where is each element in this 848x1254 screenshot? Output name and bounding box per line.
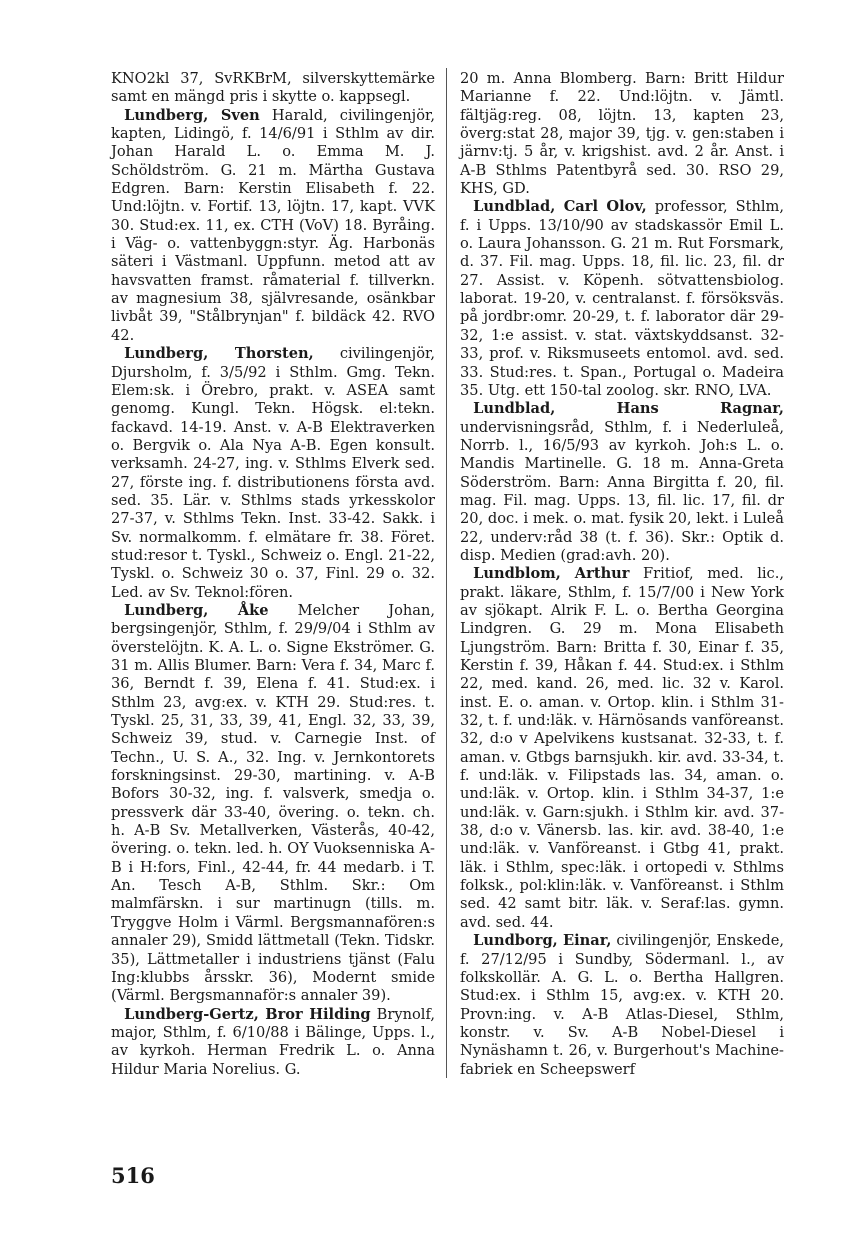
page-number: 516 [111, 1163, 155, 1188]
left-column [111, 70, 435, 1079]
entry-text: Fritiof, med. lic., prakt. läkare, Sthlm, f. 15/7/00 i New York av sjökapt. Alrik F. L. o. Bertha Georgina Lindgren. G. 29 m. Mona Elisabeth Ljungström. Barn: Britta f. 30, Einar f. 35, Kerstin f. 39, Håkan f. 44. Stud:ex. i Sthlm 22, med. kand. 26, med. lic. 32 v. Karol. inst. E. o. aman. v. Ortop. klin. i Sthlm 31-32, t. f. und:läk. v. Härnösands vanföreanst. 32, d:o v Apelvikens kustsanat. 32-33, t. f. aman. v. Gtbgs barnsjukh. kir. avd. 33-34, t. f. und:läk. v. Filipstads las. 34, aman. o. und:läk. v. Ortop. klin. i Sthlm 34-37, 1:e und:läk. v. Garn:sjukh. i Sthlm kir. avd. 37-38, d:o v. Vänersb. las. kir. avd. 38-40, 1:e und:läk. v. Vanföreanst. i Gtbg 41, prakt. läk. i Sthlm, spec:läk. i ortopedi v. Sthlms folksk., pol:klin:läk. v. Vanföreanst. i Sthlm sed. 42 samt bitr. läk. v. Seraf:las. gymn. avd. sed. 44. [460, 565, 784, 931]
entry-text: Brynolf, major, Sthlm, f. 6/10/88 i Bälinge, Upps. l., av kyrkoh. Herman Fredrik L. o. Anna Hildur Maria Norelius. G. [111, 1005, 435, 1078]
entry-text: Harald, civilingenjör, kapten, Lidingö, f. 14/6/91 i Sthlm av dir. Johan Harald L. o. Emma M. J. Schöldström. G. 21 m. Märtha Gustava Edgren. Barn: Kerstin Elisabeth f. 22. Und:löjtn. v. Fortif. 13, löjtn. 17, kapt. VVK 30. Stud:ex. 11, ex. CTH (VoV) 18. Byråing. i Väg- o. vattenbyggn:styr. Äg. Harbonäs säteri i Västmanl. Uppfunn. metod att av havsvatten framst. råmaterial f. tillverkn. av magnesium 38, självresande, osänkbar livbåt 39, "Stålbrynjan" f. bildäck 42. RVO 42. [111, 106, 435, 344]
entry-lundborg-einar [460, 932, 784, 1079]
entry-text: KNO2kl 37, SvRKBrM, silverskyttemärke samt en mängd pris i skytte o. kappsegl. [111, 70, 435, 106]
entry-text: civilingenjör, Djursholm, f. 3/5/92 i Sthlm. Gmg. Tekn. Elem:sk. i Örebro, prakt. v. ASEA samt genomg. Kungl. Tekn. Högsk. el:tekn. fackavd. 14-19. Anst. v. A-B Elektraverken o. Bergvik o. Ala Nya A-B. Egen konsult. verksamh. 24-27, ing. v. Sthlms Elverk sed. 27, förste ing. f. distributionens första avd. sed. 35. Lär. v. Sthlms stads yrkesskolor 27-37, v. Sthlms Tekn. Inst. 33-42. Sakk. i Sv. normalkomm. f. elmätare fr. 38. Föret. stud:resor t. Tyskl., Schweiz o. Engl. 21-22, Tyskl. o. Schweiz 30 o. 37, Finl. 29 o. 32. Led. av Sv. Teknol:fören. [111, 345, 436, 601]
entry-text: 20 m. Anna Blomberg. Barn: Britt Hildur Marianne f. 22. Und:löjtn. v. Jämtl. fältjäg:reg. 08, löjtn. 13, kapten 23, överg:stat 28, major 39, tjg. v. gen:staben i järnv:tj. 5 år, v. krigshist. avd. 2 år. Anst. i A-B Sthlms Patentbyrå sed. 30. RSO 29, KHS, GD. [460, 70, 784, 198]
right-column [460, 70, 784, 1079]
entry-name: Lundberg-Gertz, Bror Hilding [124, 1005, 371, 1023]
entry-lundblom-arthur [460, 565, 784, 932]
entry-lundberg-sven [111, 107, 435, 345]
entry-text: civilingenjör, Enskede, f. 27/12/95 i Sundby, Södermanl. l., av folkskollär. A. G. L. o. Bertha Hallgren. Stud:ex. i Sthlm 15, avg:ex. v. KTH 20. Provn:ing. v. A-B Atlas-Diesel, Sthlm, konstr. v. Sv. A-B Nobel-Diesel i Nynäshamn t. 26, v. Burgerhout's Machine-fabriek en Scheepswerf [460, 932, 784, 1078]
entry-text: Melcher Johan, bergsingenjör, Sthlm, f. 29/9/04 i Sthlm av överstelöjtn. K. A. L. o. Signe Ekströmer. G. 31 m. Allis Blumer. Barn: Vera f. 34, Marc f. 36, Berndt f. 39, Elena f. 41. Stud:ex. i Sthlm 23, avg:ex. v. KTH 29. Stud:res. t. Tyskl. 25, 31, 33, 39, 41, Engl. 32, 33, 39, Schweiz 39, stud. v. Carnegie Inst. of Techn., U. S. A., 32. Ing. v. Jernkontorets forskningsinst. 29-30, martining. v. A-B Bofors 30-32, ing. f. valsverk, smedja o. pressverk där 33-40, övering. o. tekn. ch. h. A-B Sv. Metallverken, Västerås, 40-42, övering. o. tekn. led. h. OY Vuoksenniska A-B i H:fors, Finl., 42-44, fr. 44 medarb. i T. An. Tesch A-B, Sthlm. Skr.: Om malmfärskn. i sur martinugn (tills. m. Tryggve Holm i Värml. Bergsmannafören:s annaler 29), Smidd lättmetall (Tekn. Tidskr. 35), Lättmetaller i industriens tjänst (Falu Ing:klubbs årsskr. 36), Modernt smide (Värml. Bergsmannaför:s annaler 39). [111, 601, 436, 1005]
entry-name: Lundberg, Sven [124, 106, 260, 124]
column-divider [446, 68, 447, 1078]
entry-name: Lundblad, Carl Olov, [473, 198, 647, 216]
entry-text: undervisningsråd, Sthlm, f. i Nederluleå, Norrb. l., 16/5/93 av kyrkoh. Joh:s L. o. Mandis Martinelle. G. 18 m. Anna-Greta Söderström. Barn: Anna Birgitta f. 20, fil. mag. Fil. mag. Upps. 13, fil. lic. 17, fil. dr 20, doc. i mek. o. mat. fysik 20, lekt. i Luleå 22, underv:råd 38 (t. f. 36). Skr.: Optik d. disp. Medien (grad:avh. 20). [460, 418, 784, 564]
entry-continuation [111, 70, 435, 107]
entry-lundberg-gertz [111, 1006, 435, 1079]
entry-lundblad-hans [460, 400, 784, 565]
entry-text: professor, Sthlm, f. i Upps. 13/10/90 av stadskassör Emil L. o. Laura Johansson. G. 21 m. Rut Forsmark, d. 37. Fil. mag. Upps. 18, fil. lic. 23, fil. dr 27. Assist. v. Köpenh. sötvattensbiolog. laborat. 19-20, v. centralanst. f. försöksväs. på jordbr:omr. 20-29, t. f. laborator där 29-32, 1:e assist. v. stat. växtskyddsanst. 32-33, prof. v. Riksmuseets entomol. avd. sed. 33. Stud:res. t. Span., Portugal o. Madeira 35. Utg. ett 150-tal zoolog. skr. RNO, LVA. [460, 198, 784, 399]
entry-lundberg-thorsten [111, 345, 435, 602]
entry-name: Lundblom, Arthur [473, 565, 630, 583]
entry-name: Lundborg, Einar, [473, 932, 612, 950]
entry-lundblad-carl [460, 198, 784, 400]
entry-name: Lundberg, Åke [124, 601, 269, 619]
entry-lundberg-ake [111, 602, 435, 1006]
entry-name: Lundblad, Hans Ragnar, [473, 400, 784, 418]
entry-name: Lundberg, Thorsten, [124, 345, 314, 363]
entry-continuation [460, 70, 784, 198]
